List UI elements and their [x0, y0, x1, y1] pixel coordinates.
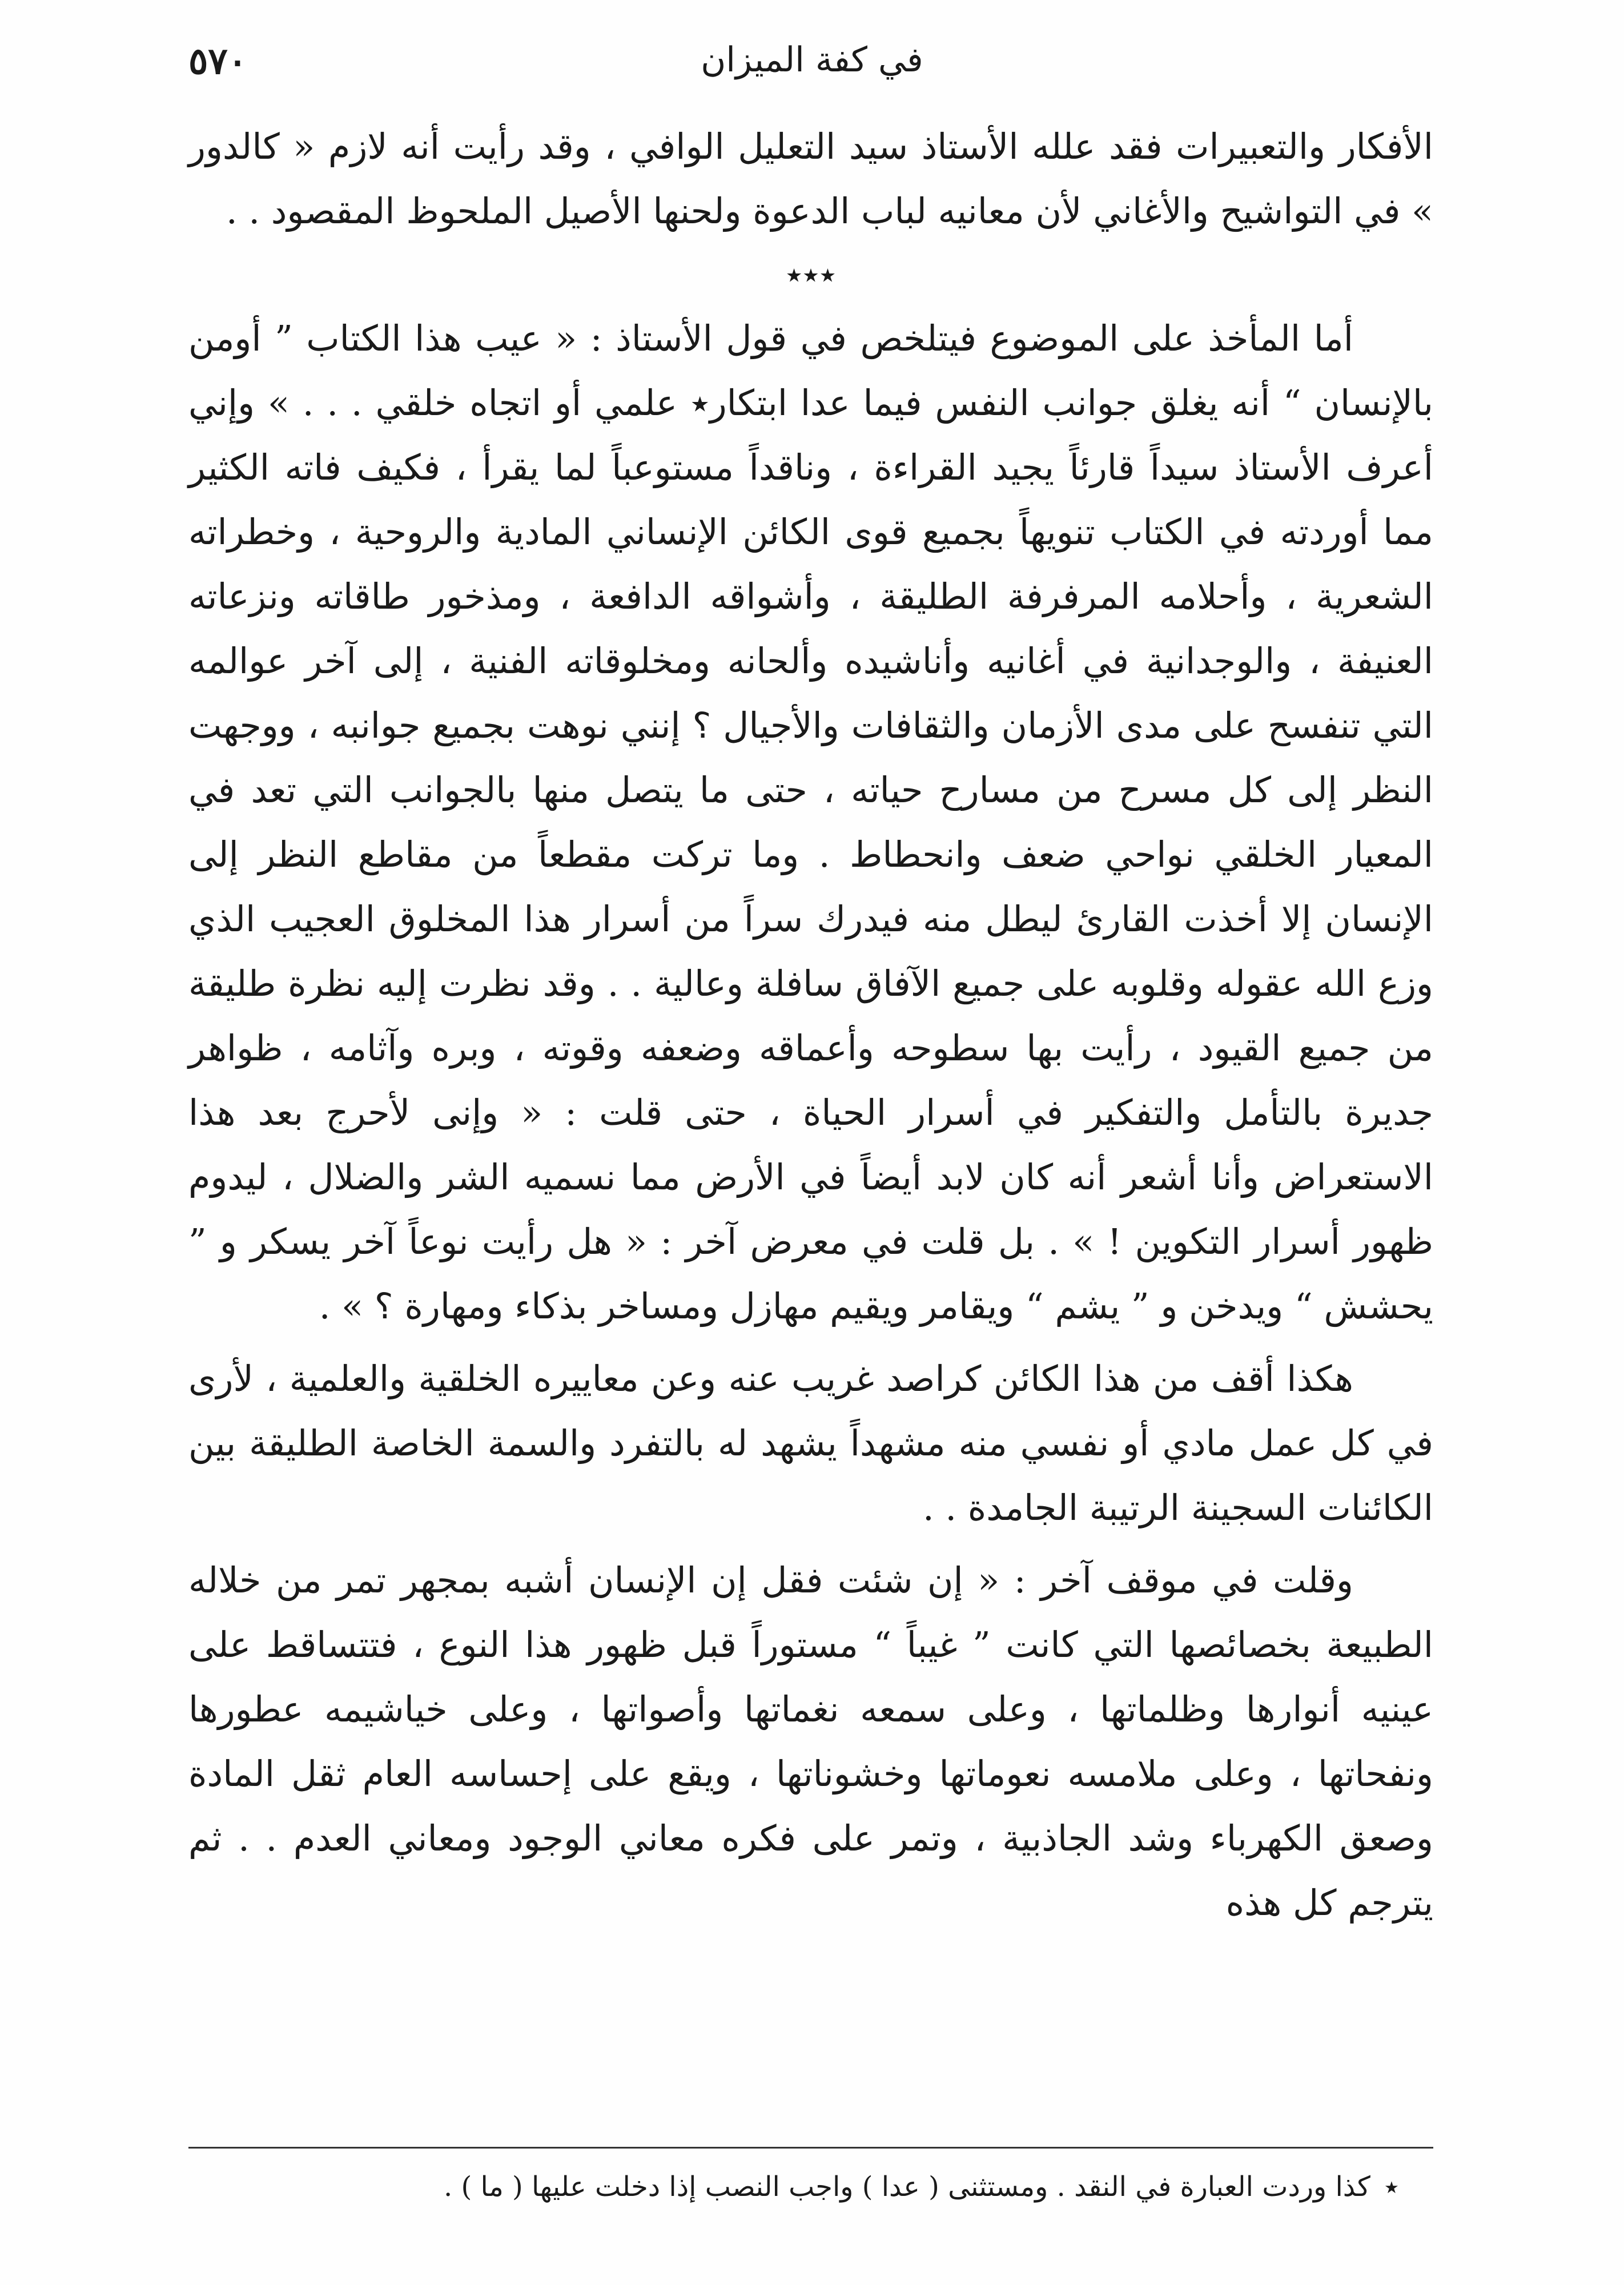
- paragraph-4: وقلت في موقف آخر : « إن شئت فقل إن الإنسان أشبه بمجهر تمر من خلاله الطبيعة بخصائصها التي كانت ” غيباً “ مستوراً قبل ظهور هذا النوع ، فتتساقط على عينيه أنوارها وظلماتها ، وعلى سمعه نغماتها وأصواتها ، وعلى خياشيمه عطورها ونفحاتها ، وعلى ملامسه نعوماتها وخشوناتها ، ويقع على إحساسه العام ثقل المادة وصعق الكهرباء وشد الجاذبية ، وتمر على فكره معاني الوجود ومعاني العدم . . ثم يترجم كل هذه: [188, 1559, 1433, 1924]
- paragraph-3: هكذا أقف من هذا الكائن كراصد غريب عنه وعن معاييره الخلقية والعلمية ، لأرى في كل عمل مادي أو نفسي منه مشهداً يشهد له بالتفرد والسمة الخاصة الطليقة بين الكائنات السجينة الرتيبة الجامدة . .: [188, 1358, 1433, 1528]
- footnote-marker: ٭: [1384, 2171, 1399, 2203]
- paragraph-2: أما المأخذ على الموضوع فيتلخص في قول الأستاذ : « عيب هذا الكتاب ” أومن بالإنسان “ أنه يغلق جوانب النفس فيما عدا ابتكار٭ علمي أو اتجاه خلقي . . . » وإني أعرف الأستاذ سيداً قارئاً يجيد القراءة ، وناقداً مستوعباً لما يقرأ ، فكيف فاته الكثير مما أوردته في الكتاب تنويهاً بجميع قوى الكائن الإنساني المادية والروحية ، وخطراته الشعرية ، وأحلامه المرفرفة الطليقة ، وأشواقه الدافعة ، ومذخور طاقاته ونزعاته العنيفة ، والوجدانية في أغانيه وأناشيده وألحانه ومخلوقاته الفنية ، إلى آخر عوالمه التي تنفسح على مدى الأزمان والثقافات والأجيال ؟ إنني نوهت بجميع جوانبه ، ووجهت النظر إلى كل مسرح من مسارح حياته ، حتى ما يتصل منها بالجوانب التي تعد في المعيار الخلقي نواحي ضعف وانحطاط . وما تركت مقطعاً من مقاطع النظر إلى الإنسان إلا أخذت القارئ ليطل منه فيدرك سراً من أسرار هذا المخلوق العجيب الذي وزع الله عقوله وقلوبه على جميع الآفاق سافلة وعالية . . وقد نظرت إليه نظرة طليقة من جميع القيود ، رأيت بها سطوحه وأعماقه وضعفه وقوته ، وبره وآثامه ، ظواهر جديرة بالتأمل والتفكير في أسرار الحياة ، حتى قلت : « وإنى لأحرج بعد هذا الاستعراض وأنا أشعر أنه كان لابد أيضاً في الأرض مما نسميه الشر والضلال ، ليدوم ظهور أسرار التكوين ! » . بل قلت في معرض آخر : « هل رأيت نوعاً آخر يسكر و ” يحشش “ ويدخن و ” يشم “ ويقامر ويقيم مهازل ومساخر بذكاء ومهارة ؟ » .: [188, 317, 1433, 1327]
- main-text: [188, 114, 1433, 1935]
- paragraph-1: الأفكار والتعبيرات فقد علله الأستاذ سيد التعليل الوافي ، وقد رأيت أنه لازم « كالدور » في التواشيح والأغاني لأن معانيه لباب الدعوة ولحنها الأصيل الملحوظ المقصود . .: [188, 126, 1433, 232]
- page-header: [188, 40, 1436, 108]
- page-number: ٥٧٠: [188, 40, 248, 83]
- paragraph-gap: [188, 1338, 1433, 1346]
- section-separator: ٭٭٭: [785, 256, 837, 292]
- paragraph-gap: [188, 1540, 1433, 1548]
- footnote-text: كذا وردت العبارة في النقد . ومستثنى ( عدا ) واجب النصب إذا دخلت عليها ( ما ) .: [443, 2171, 1370, 2203]
- footnote: [188, 2164, 1433, 2210]
- footnote-divider: [188, 2147, 1433, 2149]
- running-title: في كفة الميزان: [701, 40, 923, 80]
